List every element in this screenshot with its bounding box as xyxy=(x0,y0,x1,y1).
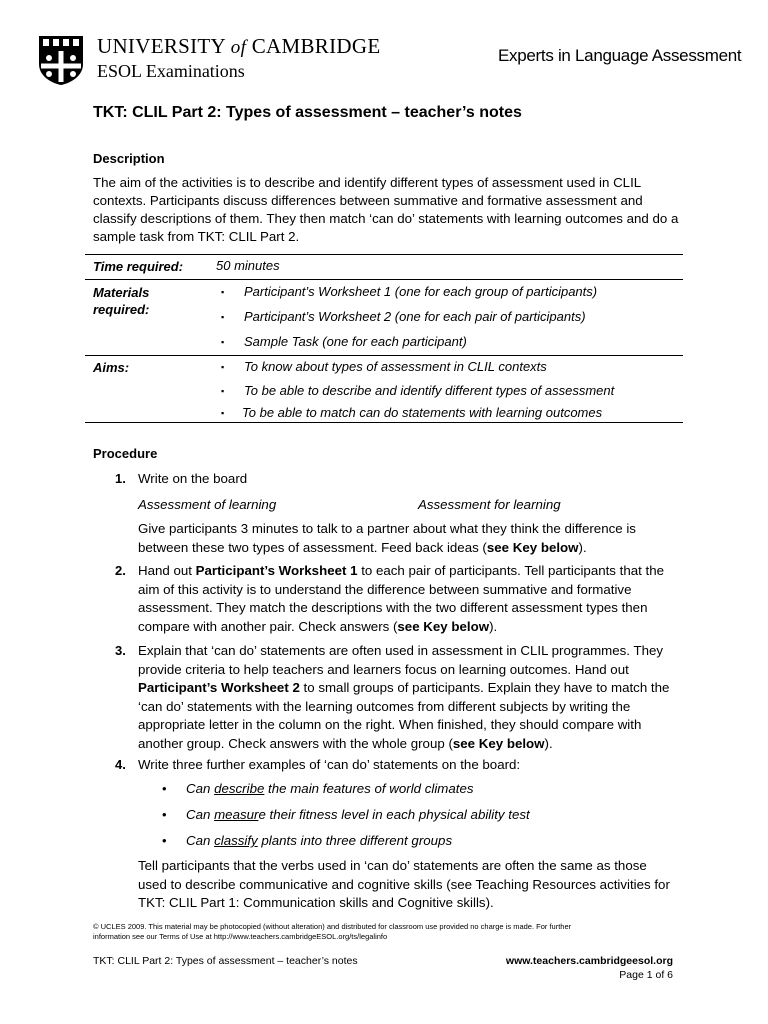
material-item: Participant’s Worksheet 1 (one for each group of participants) xyxy=(244,284,598,299)
step-4-outro: Tell participants that the verbs used in ‘can do’ statements are often the same as those used to describe communicative and cognitive skills (see Teaching Resources activities for TKT: CLIL Part 1: Communication skills and Cognitive skills). xyxy=(138,858,670,910)
aim-item: To know about types of assessment in CLIL contexts xyxy=(244,359,547,374)
esol-examinations: ESOL Examinations xyxy=(97,61,245,81)
bullet: ▪ xyxy=(221,362,225,372)
example-statement: Can describe the main features of world climates xyxy=(186,781,474,796)
step-4-intro: Write three further examples of ‘can do’ statements on the board: xyxy=(138,757,521,772)
footer-url[interactable]: www.teachers.cambridgeesol.org xyxy=(505,955,673,967)
table-rule xyxy=(85,355,683,356)
bullet: ▪ xyxy=(221,386,225,396)
bullet: ▪ xyxy=(221,408,225,418)
example-statement: Can measure their fitness level in each physical ability test xyxy=(186,807,530,822)
bullet-dot: • xyxy=(162,833,167,848)
footer-doc-title: TKT: CLIL Part 2: Types of assessment – teacher’s notes xyxy=(93,955,358,967)
bullet-dot: • xyxy=(162,781,167,796)
bullet: ▪ xyxy=(221,337,225,347)
university-name: UNIVERSITY of CAMBRIDGE xyxy=(97,34,381,58)
materials-label: Materials required: xyxy=(93,285,150,317)
material-item: Sample Task (one for each participant) xyxy=(244,334,467,349)
bullet: ▪ xyxy=(221,312,225,322)
aim-item: To be able to describe and identify different types of assessment xyxy=(244,383,615,398)
cambridge-crest-icon xyxy=(37,34,85,86)
step-number: 2. xyxy=(115,563,126,578)
page-title: TKT: CLIL Part 2: Types of assessment – teacher’s notes xyxy=(93,104,522,121)
material-item: Participant’s Worksheet 2 (one for each pair of participants) xyxy=(244,309,586,324)
step-number: 4. xyxy=(115,757,126,772)
board-col-b: Assessment for learning xyxy=(418,497,561,512)
step-number: 1. xyxy=(115,471,126,486)
time-label: Time required: xyxy=(93,259,184,274)
table-rule xyxy=(85,279,683,280)
aim-item: To be able to match can do statements with learning outcomes xyxy=(242,405,603,420)
step-1-text: Give participants 3 minutes to talk to a partner about what they think the difference is between these two types of assessment. Feed back ideas (see Key below). xyxy=(138,521,636,555)
table-bottom-rule xyxy=(85,422,683,423)
aims-label: Aims: xyxy=(93,360,130,375)
bullet-dot: • xyxy=(162,807,167,822)
tagline: Experts in Language Assessment xyxy=(498,46,742,65)
time-value: 50 minutes xyxy=(216,258,280,273)
description-heading: Description xyxy=(93,151,165,166)
table-top-rule xyxy=(85,254,683,255)
description-text: The aim of the activities is to describe and identify different types of assessment used in CLIL contexts. Participants discuss differences between summative and formative assessment and classify descriptions of them. They then match ‘can do’ statements with learning outcomes and do a sample task from TKT: CLIL Part 2. xyxy=(93,175,679,244)
board-col-a: Assessment of learning xyxy=(138,497,277,512)
procedure-heading: Procedure xyxy=(93,446,158,461)
copyright-line: © UCLES 2009. This material may be photocopied (without alteration) and distributed for classroom use provided no charge is made. For further xyxy=(93,922,572,931)
step-2-text: Hand out Participant’s Worksheet 1 to each pair of participants. Tell participants that the aim of this activity is to understand the difference between summative and formative assessment. They match the descriptions with the two different assessment types then compare with another pair. Check answers (see Key below). xyxy=(138,563,665,634)
step-3-text: Explain that ‘can do’ statements are often used in assessment in CLIL programmes. They provide criteria to help teachers and learners focus on learning outcomes. Hand out Participant’s Worksheet 2 to small groups of participants. Explain they have to match the ‘can do’ statements with the learning outcomes from different subjects by writing the appropriate letter in the column on the right. When finished, they should compare with another group. Check answers with the whole group (see Key below). xyxy=(138,643,670,751)
bullet: ▪ xyxy=(221,287,225,297)
copyright-line: information see our Terms of Use at http://www.teachers.cambridgeESOL.org/ts/legalinfo xyxy=(93,932,388,941)
example-statement: Can classify plants into three different groups xyxy=(186,833,453,848)
step-1-intro: Write on the board xyxy=(138,471,248,486)
step-number: 3. xyxy=(115,643,126,658)
page-number: Page 1 of 6 xyxy=(619,969,673,981)
